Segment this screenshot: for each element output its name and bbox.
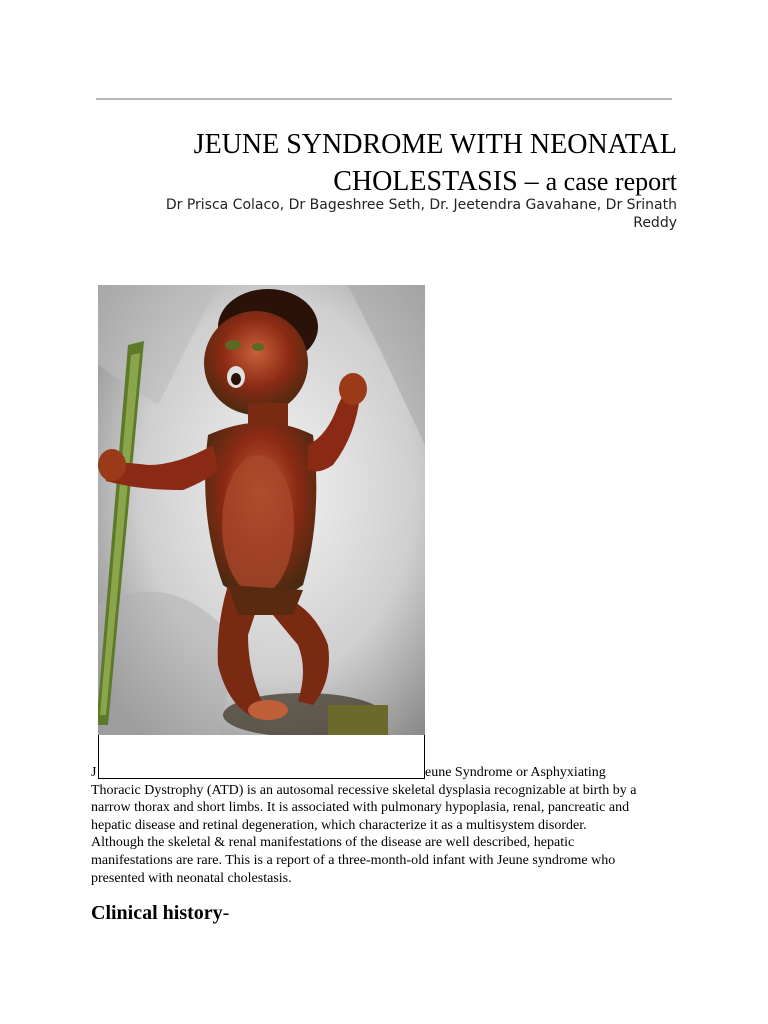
body-line: manifestations are rare. This is a report of a three-month-old infant with Jeune syndrome who [91,852,616,868]
infant-photo [98,285,425,735]
body-line: narrow thorax and short limbs. It is associated with pulmonary hypoplasia, renal, pancreatic and [91,800,630,816]
drop-letter: J [91,765,97,780]
section-heading-clinical-history [91,902,229,925]
infant-photo-icon [98,285,425,735]
title-line-1: JEUNE SYNDROME WITH NEONATAL [193,129,677,160]
authors-line-1: Dr Prisca Colaco, Dr Bageshree Seth, Dr. Jeetendra Gavahane, Dr Srinath [165,197,677,213]
title-line-2-tail: a case report [545,167,677,196]
body-line: Thoracic Dystrophy (ATD) is an autosomal recessive skeletal dysplasia recognizable at birth by a [91,782,637,798]
header-rule [96,98,672,100]
body-line-1 [91,764,681,782]
body-line-1-rest: eune Syndrome or Asphyxiating [425,765,606,780]
body-line: Although the skeletal & renal manifestations of the disease are well described, hepatic [91,835,575,851]
author-list [77,196,677,232]
title-line-2-main: CHOLESTASIS – [333,166,546,197]
section-heading-suffix: - [222,902,230,924]
page-title [77,126,677,200]
body-line: presented with neonatal cholestasis. [91,870,292,886]
abstract-paragraph [91,764,681,887]
body-line: hepatic disease and retinal degeneration, which characterize it as a multisystem disorder. [91,817,587,833]
section-heading-text: Clinical history [91,902,223,924]
authors-line-2: Reddy [633,215,677,231]
